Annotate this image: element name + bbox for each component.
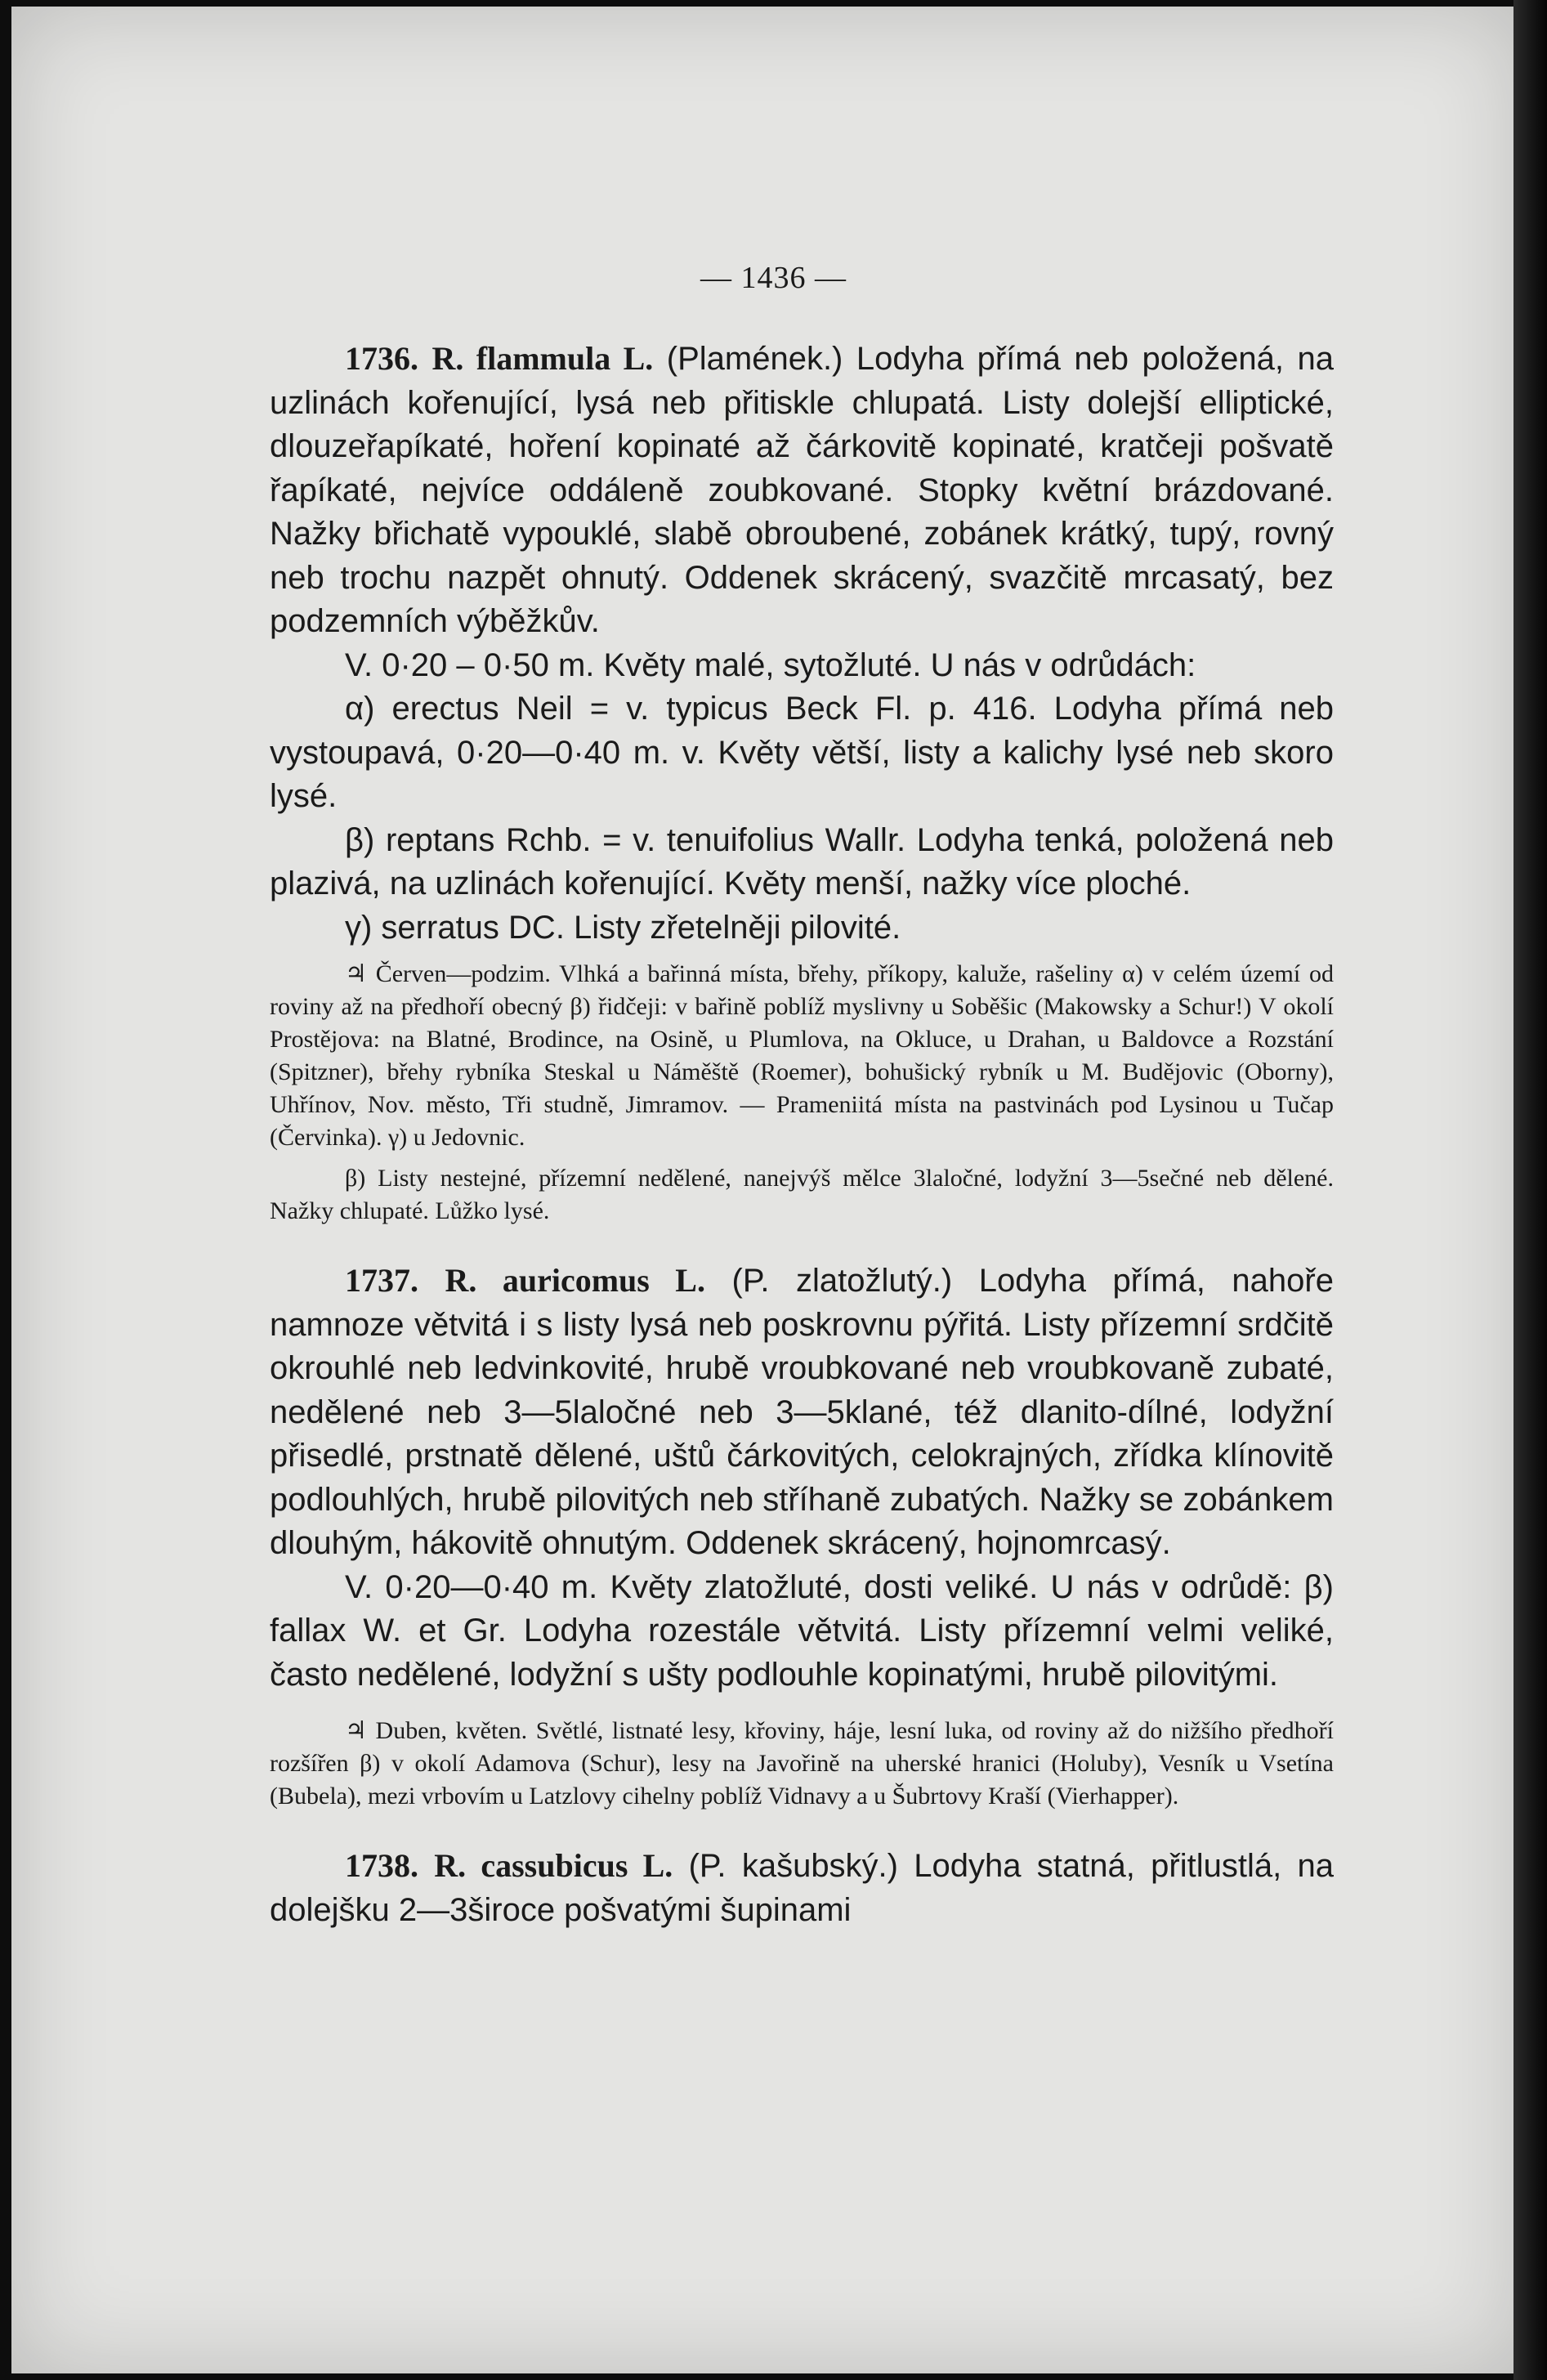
entry-1737-name: R. auricomus L. bbox=[445, 1262, 705, 1299]
entry-1736-note-distribution: ♃ Červen—podzim. Vlhká a bařinná místa, břehy, příkopy, kaluže, rašeliny α) v celém území od roviny až na předhoří obecný β) řidčeji: v bařině poblíž myslivny u Soběšic (Makowsky a Schur!) V okolí Prostějova: na Blatné, Brodince, na Osině, u Plumlova, na Okluce, u Drahan, u Baldovce a Rozstání (Spitzner), břehy rybníka Steskal u Náměště (Roemer), bohušický rybník u M. Budějovic (Oborny), Uhřínov, Nov. město, Tři studně, Jimramov. — Prameniitá místa na pastvinách pod Lysinou u Tučap (Červinka). γ) u Jedovnic. bbox=[270, 960, 1334, 1151]
entry-1738-name: R. cassubicus L. bbox=[434, 1847, 673, 1884]
entry-1736-text: (Plamének.) Lodyha přímá neb položená, na uzlinách kořenující, lysá neb přitiskle chlupatá. Listy dolejší elliptické, dlouzeřapíkaté, hoření kopinaté až čárkovitě kopinaté, kratčeji pošvatě řapíkaté, nejvíce oddáleně zoubkované. Stopky květní brázdované. Nažky břichatě vypouklé, slabě obroubené, zobánek krátký, tupý, rovný neb trochu nazpět ohnutý. Oddenek skrácený, svazčitě mrcasatý, bez podzemních výběžkův. bbox=[270, 341, 1334, 639]
entry-1738-text: (P. kašubský.) Lodyha statná, přitlustlá, na dolejšku 2—3široce pošvatými šupinami bbox=[270, 1848, 1335, 1928]
entry-1737 bbox=[270, 1259, 1334, 1566]
entry-1737-size: V. 0·20—0·40 m. Květy zlatožluté, dosti veliké. U nás v odrůdě: β) fallax W. et Gr. Lodyha rozestále větvitá. Listy přízemní velmi veliké, často nedělené, lodyžní s ušty podlouhle kopinatými, hrubě pilovitými. bbox=[270, 1568, 1334, 1693]
entry-1736 bbox=[270, 337, 1334, 644]
entry-1737-text: (P. zlatožlutý.) Lodyha přímá, nahoře namnoze větvitá i s listy lysá neb poskrovnu pýřitá. Listy přízemní srdčitě okrouhlé neb ledvinkovité, hrubě vroubkované neb vroubkovaně zubaté, nedělené neb 3—5laločné neb 3—5klané, též dlanito-dílné, lodyžní přisedlé, prstnatě dělené, uštů čárkovitých, celokrajných, zřídka klínovitě podlouhlých, hrubě pilovitých neb stříhaně zubatých. Nažky se zobánkem dlouhým, hákovitě ohnutým. Oddenek skrácený, hojnomrcasý. bbox=[270, 1263, 1334, 1561]
entry-1736-number: 1736. bbox=[345, 340, 418, 377]
entry-1736-name: R. flammula L. bbox=[431, 340, 654, 377]
entry-1736-var-beta: β) reptans Rchb. = v. tenuifolius Wallr. Lodyha tenká, položená neb plazivá, na uzlinách kořenující. Květy menší, nažky více ploché. bbox=[270, 821, 1334, 901]
page-number: — 1436 — bbox=[700, 261, 847, 295]
entry-1736-var-alpha: α) erectus Neil = v. typicus Beck Fl. p. 416. Lodyha přímá neb vystoupavá, 0·20—0·40 m. v. Květy větší, listy a kalichy lysé neb skoro lysé. bbox=[270, 691, 1334, 814]
entry-1736-size: V. 0·20 – 0·50 m. Květy malé, sytožluté. U nás v odrůdách: bbox=[345, 646, 1196, 683]
entry-1736-note-beta: β) Listy nestejné, přízemní nedělené, nanejvýš mělce 3laločné, lodyžní 3—5sečné neb dělené. Nažky chlupaté. Lůžko lysé. bbox=[270, 1165, 1334, 1224]
entry-1737-number: 1737. bbox=[345, 1262, 418, 1299]
entry-1737-note-distribution: ♃ Duben, květen. Světlé, listnaté lesy, křoviny, háje, lesní luka, od roviny až do nižšího předhoří rozšířen β) v okolí Adamova (Schur), lesy na Javořině na uherské hranici (Holuby), Vesník u Vsetína (Bubela), mezi vrbovím u Latzlovy cihelny poblíž Vidnavy a u Šubrtovy Kraší (Vierhapper). bbox=[270, 1717, 1334, 1810]
book-spine-shadow bbox=[1513, 0, 1547, 2380]
page-body bbox=[270, 337, 1334, 1932]
entry-1738 bbox=[270, 1844, 1334, 1932]
entry-1738-number: 1738. bbox=[345, 1847, 418, 1884]
entry-1736-var-gamma: γ) serratus DC. Listy zřetelněji pilovité. bbox=[345, 909, 901, 946]
